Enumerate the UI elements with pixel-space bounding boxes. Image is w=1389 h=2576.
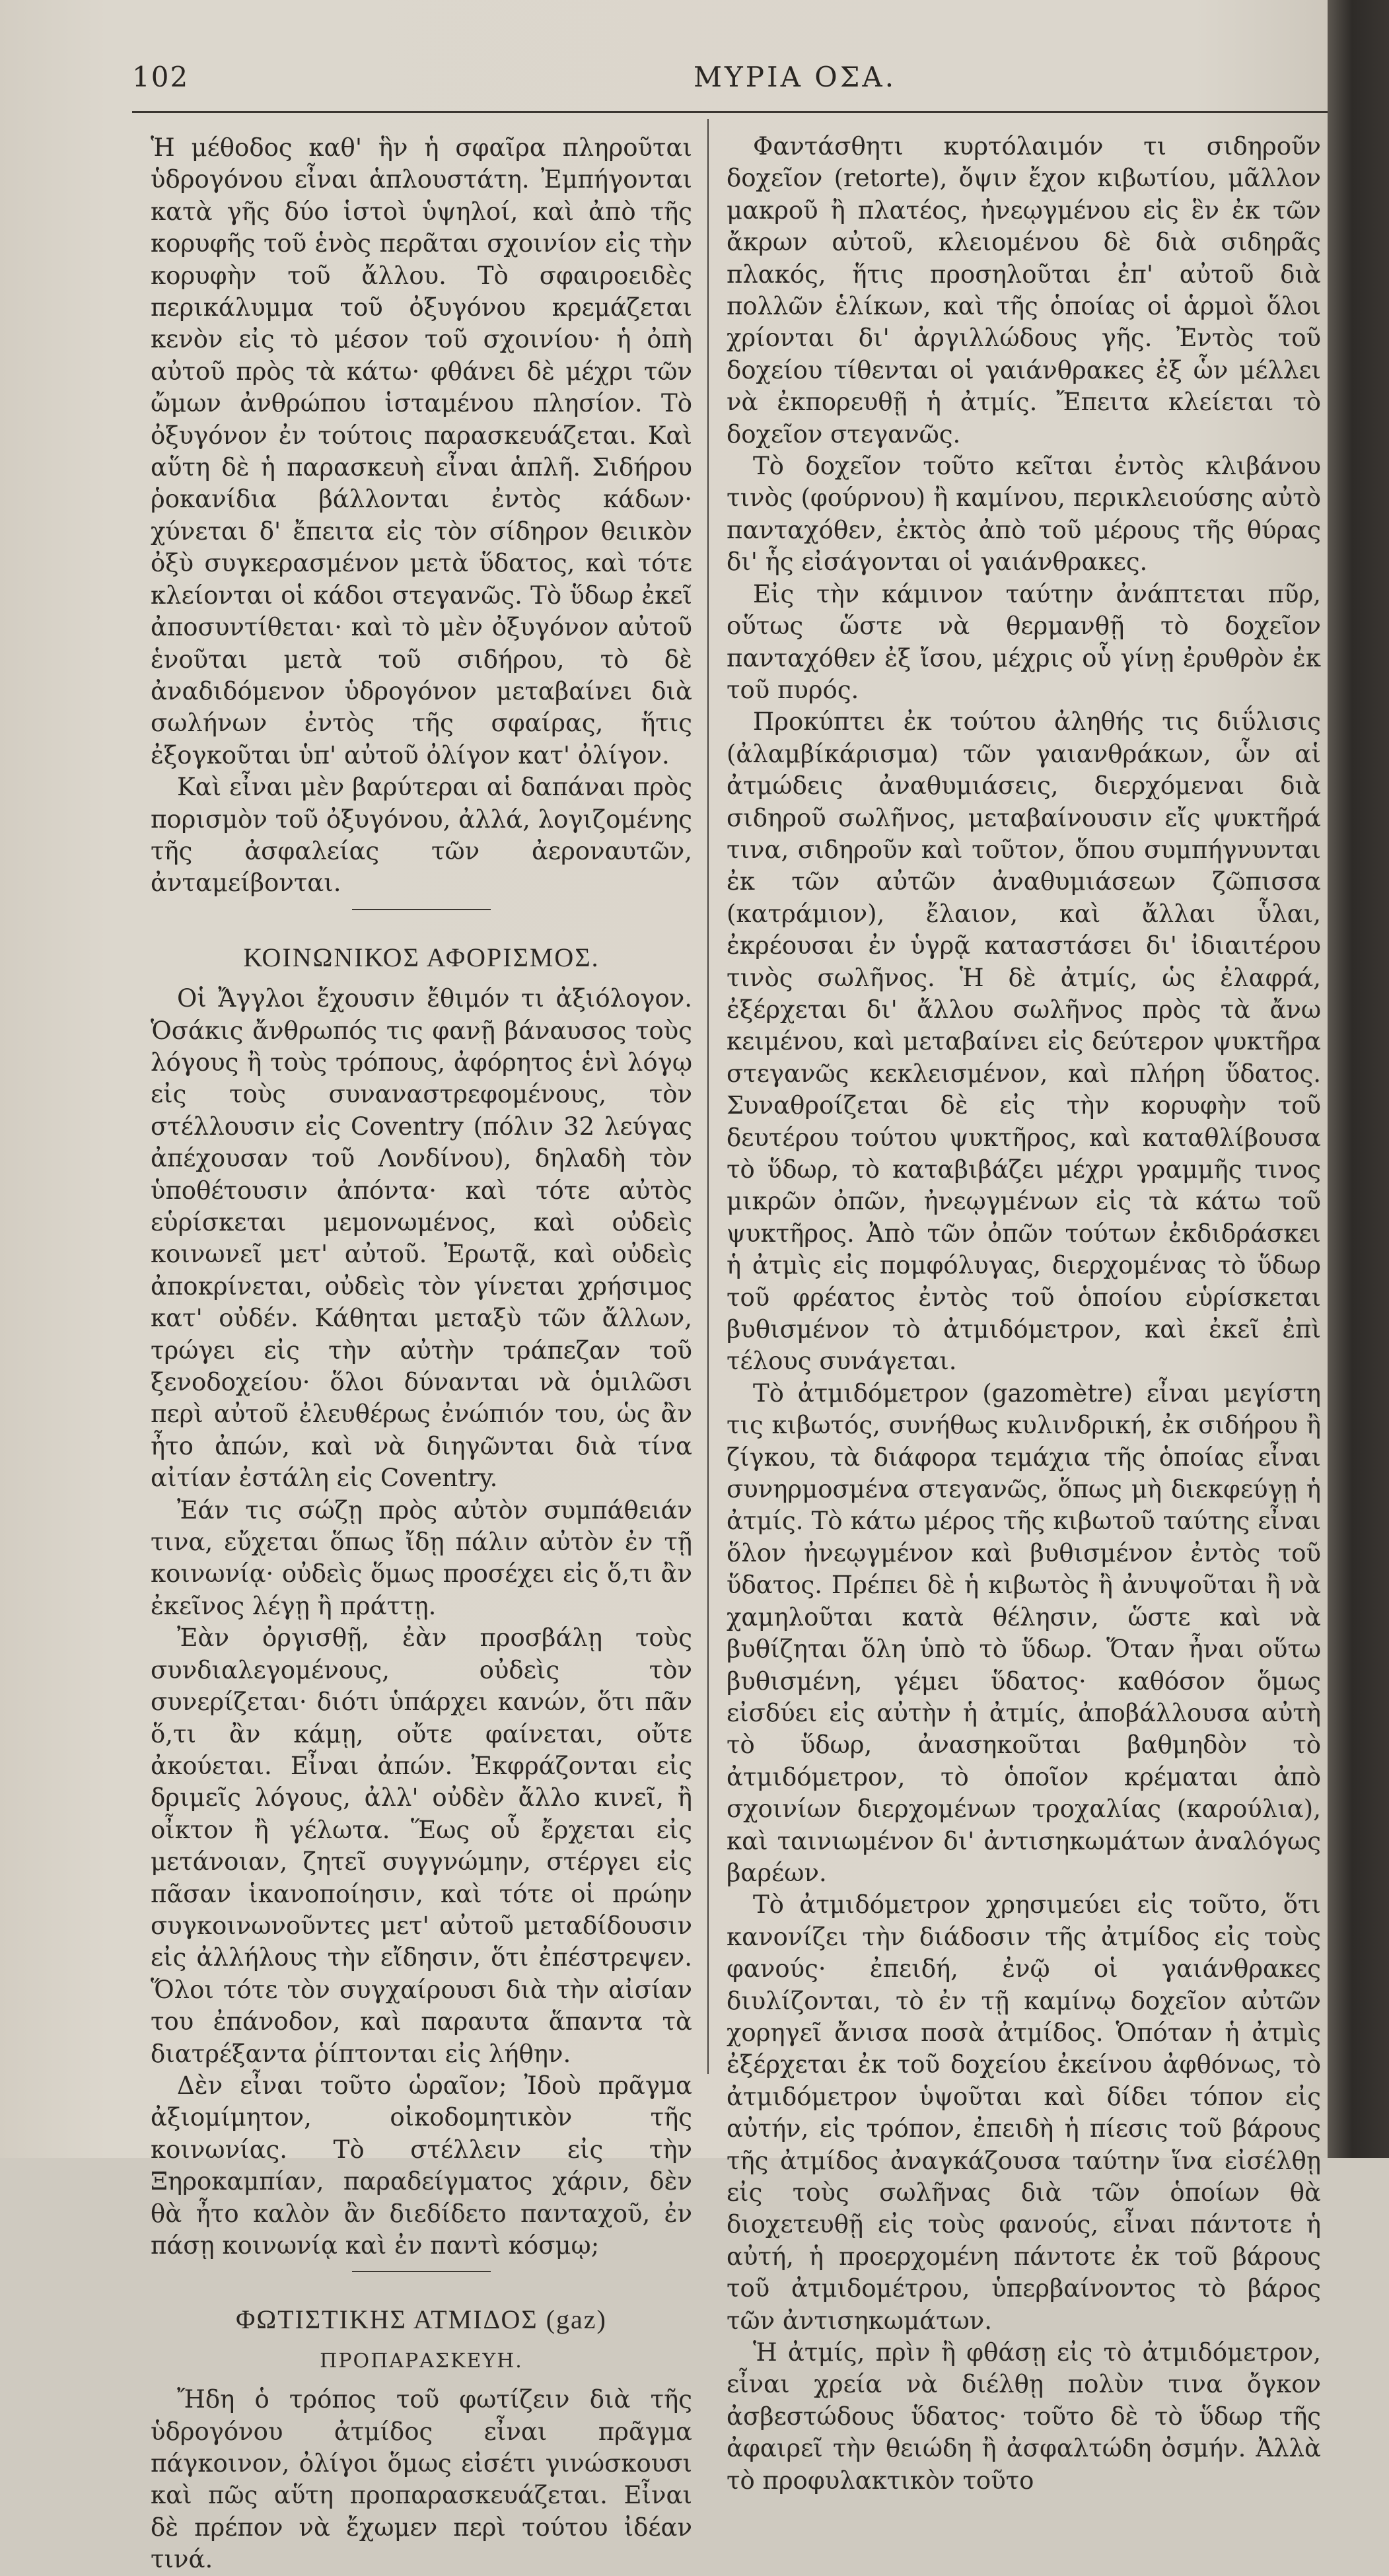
gas-intro-paragraph: Ἤδη ὁ τρόπος τοῦ φωτίζειν διὰ τῆς ὑδρογόνου ἀτμίδος εἶναι πρᾶγμα πάγκοινον, ὀλίγοι ὅμως εἰσέτι γινώσκουσι καὶ πῶς αὕτη προπαρασκευάζεται. Εἶναι δὲ πρέπον νὰ ἔχωμεν περὶ τούτου ἰδέαν τινά.: [151, 2385, 692, 2574]
right-column: [727, 131, 1321, 2497]
section-heading-social-aphorism: ΚΟΙΝΩΝΙΚΟΣ ΑΦΟΡΙΣΜΟΣ.: [243, 942, 600, 972]
section-rule: [352, 2271, 491, 2272]
running-title: ΜΥΡΙΑ ΟΣΑ.: [694, 61, 897, 93]
header-rule: [132, 111, 1334, 113]
gasometer-use-paragraph: Τὸ ἀτμιδόμετρον χρησιμεύει εἰς τοῦτο, ὅτι κανονίζει τὴν διάδοσιν τῆς ἀτμίδος εἰς τοὺς φανούς· ἐπειδή, ἐνῷ οἱ γαιάνθρακες διυλίζονται, τὸ ἐν τῇ καμίνῳ δοχεῖον αὐτῶν χορηγεῖ ἄνισα ποσὰ ἀτμίδος. Ὁπόταν ἡ ἀτμὶς ἐξέρχεται ἐκ τοῦ δοχείου ἐκείνου ἀφθόνως, τὸ ἀτμιδόμετρον ὑψοῦται καὶ δίδει τόπον εἰς αὐτήν, εἰς τρόπον, ἐπειδὴ ἡ πίεσις τοῦ βάρους τῆς ἀτμίδος ἀναγκάζουσα ταύτην ἵνα εἰσέλθῃ εἰς τοὺς σωλῆνας διὰ τῶν ὁποίων θὰ διοχετευθῇ εἰς τοὺς φανούς, εἶναι πάντοτε ἡ αὐτή, ἡ προερχομένη πάντοτε ἐκ τοῦ βάρους τοῦ ἀτμιδομέτρου, ὑπερβαίνοντος τὸ βάρος τῶν ἀντισηκωμάτων.: [727, 1890, 1321, 2335]
page-header: [132, 61, 1334, 107]
book-binding-edge: [1328, 0, 1389, 2158]
sub-heading-preparation: ΠΡΟΠΑΡΑΣΚΕΥΗ.: [320, 2349, 523, 2373]
gasometer-paragraph: Τὸ ἀτμιδόμετρον (gazomètre) εἶναι μεγίστη τις κιβωτός, συνήθως κυλινδρική, ἐκ σιδήρου ἢ ζίγκου, τὰ διάφορα τεμάχια τῆς ὁποίας εἶναι συνηρμοσμένα στεγανῶς, ὅπως μὴ διεκφεύγῃ ἡ ἀτμίς. Τὸ κάτω μέρος τῆς κιβωτοῦ ταύτης εἶναι ὅλον ἠνεῳγμένον καὶ βυθισμένον ἐντὸς τοῦ ὕδατος. Πρέπει δὲ ἡ κιβωτὸς ἢ ἀνυψοῦται ἢ νὰ χαμηλοῦται κατὰ θέλησιν, ὥστε καὶ νὰ βυθίζηται ὅλη ὑπὸ τὸ ὕδωρ. Ὅταν ἦναι οὕτω βυθισμένη, γέμει ὕδατος· καθόσον ὅμως εἰσδύει εἰς αὐτὴν ἡ ἀτμίς, ἀποβάλλουσα αὐτὴ τὸ ὕδωρ, ἀνασηκοῦται βαθμηδὸν τὸ ἀτμιδόμετρον, τὸ ὁποῖον κρέμαται ἀπὸ σχοινίων διερχομένων τροχαλίας (καρούλια), καὶ ταινιωμένον δι' ἀντισηκωμάτων ἀναλόγως βαρέων.: [727, 1378, 1321, 1887]
cost-paragraph: Καὶ εἶναι μὲν βαρύτεραι αἱ δαπάναι πρὸς πορισμὸν τοῦ ὀξυγόνου, ἀλλά, λογιζομένης τῆς ἀσφαλείας τῶν ἀεροναυτῶν, ἀνταμείβονται.: [151, 773, 692, 898]
section-heading-gas: ΦΩΤΙΣΤΙΚΗΣ ΑΤΜΙΔΟΣ (gaz): [236, 2305, 607, 2335]
left-column: [151, 132, 692, 2576]
retort-paragraph: Φαντάσθητι κυρτόλαιμόν τι σιδηροῦν δοχεῖον (retorte), ὄψιν ἔχον κιβωτίου, μᾶλλον μακροῦ ἢ πλατέος, ἠνεῳγμένου εἰς ἓν ἐκ τῶν ἄκρων αὐτοῦ, κλειομένου δὲ διὰ σιδηρᾶς πλακός, ἥτις προσηλοῦται ἐπ' αὐτοῦ διὰ πολλῶν ἑλίκων, καὶ τῆς ὁποίας οἱ ἁρμοὶ ὅλοι χρίονται δι' ἀργιλλώδους γῆς. Ἐντὸς τοῦ δοχείου τίθενται οἱ γαιάνθρακες ἐξ ὧν μέλλει νὰ ἐκπορευθῇ ἡ ἀτμίς. Ἔπειτα κλείεται τὸ δοχεῖον στεγανῶς.: [727, 132, 1321, 448]
sympathy-paragraph: Ἐάν τις σώζῃ πρὸς αὐτὸν συμπάθειάν τινα, εὔχεται ὅπως ἴδῃ πάλιν αὐτὸν ἐν τῇ κοινωνίᾳ· οὐδεὶς ὅμως προσέχει εἰς ὅ,τι ἂν ἐκεῖνος λέγῃ ἢ πράττῃ.: [151, 1495, 692, 1620]
purification-paragraph: Ἡ ἀτμίς, πρὶν ἢ φθάσῃ εἰς τὸ ἀτμιδόμετρον, εἶναι χρεία νὰ διέλθῃ πολὺν τινα ὄγκον ἀσβεστώδους ὕδατος· τοῦτο δὲ τὸ ὕδωρ τῆς ἀφαιρεῖ τὴν θειώδη ἢ ἀσφαλτώδη ὀσμήν. Ἀλλὰ τὸ προφυλακτικὸν τοῦτο: [727, 2338, 1321, 2495]
coventry-paragraph: Οἱ Ἄγγλοι ἔχουσιν ἔθιμόν τι ἀξιόλογον. Ὁσάκις ἄνθρωπός τις φανῇ βάναυσος τοὺς λόγους ἢ τοὺς τρόπους, ἀφόρητος ἑνὶ λόγῳ εἰς τοὺς συναναστρεφομένους, τὸν στέλλουσιν εἰς Coventry (πόλιν 32 λεύγας ἀπέχουσαν τοῦ Λονδίνου), δηλαδὴ τὸν ὑποθέτουσιν ἀπόντα· καὶ τότε αὐτὸς εὑρίσκεται μεμονωμένος, καὶ οὐδεὶς κοινωνεῖ μετ' αὐτοῦ. Ἐρωτᾷ, καὶ οὐδεὶς ἀποκρίνεται, οὐδεὶς τὸν γίνεται χρήσιμος κατ' οὐδέν. Κάθηται μεταξὺ τῶν ἄλλων, τρώγει εἰς τὴν αὐτὴν τράπεζαν τοῦ ξενοδοχείου· ὅλοι δύνανται νὰ ὁμιλῶσι περὶ αὐτοῦ ἐλευθέρως ἐνώπιόν του, ὡς ἂν ἦτο ἀπών, καὶ νὰ διηγῶνται διὰ τίνα αἰτίαν ἐστάλη εἰς Coventry.: [151, 984, 692, 1493]
distillation-paragraph: Προκύπτει ἐκ τούτου ἀληθής τις διΰλισις (ἀλαμβίκάρισμα) τῶν γαιανθράκων, ὧν αἱ ἀτμώδεις ἀναθυμιάσεις, διερχόμεναι διὰ σιδηροῦ σωλῆνος, μεταβαίνουσιν εἴς ψυκτῆρά τινα, σιδηροῦν καὶ τοῦτον, ὅπου συμπήγνυνται ἐκ τῶν αὐτῶν ἀναθυμιάσεων ζῶπισσα (κατράμιον), ἔλαιον, καὶ ἄλλαι ὗλαι, ἐκρέουσαι ἐν ὑγρᾷ καταστάσει δι' ἰδιαιτέρου τινὸς σωλῆνος. Ἡ δὲ ἀτμίς, ὡς ἐλαφρά, ἐξέρχεται δι' ἄλλου σωλῆνος πρὸς τὰ ἄνω κειμένου, καὶ μεταβαίνει εἰς δεύτερον ψυκτῆρα στεγανῶς κεκλεισμένον, καὶ πλήρη ὕδατος. Συναθροίζεται δὲ εἰς τὴν κορυφὴν τοῦ δευτέρου τούτου ψυκτῆρος, καὶ καταθλίβουσα τὸ ὕδωρ, τὸ καταβιβάζει μέχρι γραμμῆς τινος μικρῶν ὀπῶν, ἠνεῳγμένων εἰς τὰ κάτω τοῦ ψυκτῆρος. Ἀπὸ τῶν ὀπῶν τούτων ἐκδιδράσκει ἡ ἀτμὶς εἰς πομφόλυγας, διερχομένας τὸ ὕδωρ τοῦ φρέατος ἐντὸς τοῦ ὁποίου εὑρίσκεται βυθισμένον τὸ ἀτμιδόμετρον, καὶ ἐκεῖ ἐπὶ τέλους συνάγεται.: [727, 707, 1321, 1376]
balloon-hydrogen-paragraph: Ἡ μέθοδος καθ' ἣν ἡ σφαῖρα πληροῦται ὑδρογόνου εἶναι ἁπλουστάτη. Ἐμπήγονται κατὰ γῆς δύο ἱστοὶ ὑψηλοί, καὶ ἀπὸ τῆς κορυφῆς τοῦ ἑνὸς περᾶται σχοινίον εἰς τὴν κορυφὴν τοῦ ἄλλου. Τὸ σφαιροειδὲς περικάλυμμα τοῦ ὀξυγόνου κρεμάζεται κενὸν εἰς τὸ μέσον τοῦ σχοινίου· ἡ ὀπὴ αὐτοῦ πρὸς τὰ κάτω· φθάνει δὲ μέχρι τῶν ὤμων ἀνθρώπου ἱσταμένου πλησίον. Τὸ ὀξυγόνον ἐν τούτοις παρασκευάζεται. Καὶ αὕτη δὲ ἡ παρασκευὴ εἶναι ἁπλῆ. Σιδήρου ῥοκανίδια βάλλονται ἐντὸς κάδων· χύνεται δ' ἔπειτα εἰς τὸν σίδηρον θειικὸν ὀξὺ συγκερασμένον μετὰ ὕδατος, καὶ τότε κλείονται οἱ κάδοι στεγανῶς. Τὸ ὕδωρ ἐκεῖ ἀποσυντίθεται· καὶ τὸ μὲν ὀξυγόνον αὐτοῦ ἑνοῦται μετὰ τοῦ σιδήρου, τὸ δὲ ἀναδιδόμενον ὑδρογόνον μεταβαίνει διὰ σωλήνων ἐντὸς τῆς σφαίρας, ἥτις ἐξογκοῦται ὑπ' αὐτοῦ ὀλίγον κατ' ὀλίγον.: [151, 133, 692, 769]
column-divider: [707, 119, 709, 2074]
furnace-paragraph: Τὸ δοχεῖον τοῦτο κεῖται ἐντὸς κλιβάνου τινὸς (φούρνου) ἢ καμίνου, περικλειούσης αὐτὸ πανταχόθεν, ἐκτὸς ἀπὸ τοῦ μέρους τῆς θύρας δι' ἧς εἰσάγονται οἱ γαιάνθρακες.: [727, 452, 1321, 577]
heating-paragraph: Εἰς τὴν κάμινον ταύτην ἀνάπτεται πῦρ, οὕτως ὥστε νὰ θερμανθῇ τὸ δοχεῖον πανταχόθεν ἐξ ἴσου, μέχρις οὗ γίνῃ ἐρυθρὸν ἐκ τοῦ πυρός.: [727, 579, 1321, 704]
conclusion-paragraph: Δὲν εἶναι τοῦτο ὡραῖον; Ἰδοὺ πρᾶγμα ἀξιομίμητον, οἰκοδομητικὸν τῆς κοινωνίας. Τὸ στέλλειν εἰς τὴν Ξηροκαμπίαν, παραδείγματος χάριν, δὲν θὰ ἦτο καλὸν ἂν διεδίδετο πανταχοῦ, ἐν πάσῃ κοινωνίᾳ καὶ ἐν παντὶ κόσμῳ;: [151, 2071, 692, 2260]
page-number: 102: [132, 61, 190, 93]
anger-paragraph: Ἐὰν ὀργισθῇ, ἐὰν προσβάλῃ τοὺς συνδιαλεγομένους, οὐδεὶς τὸν συνερίζεται· διότι ὑπάρχει κανών, ὅτι πᾶν ὅ,τι ἂν κάμῃ, οὔτε φαίνεται, οὔτε ἀκούεται. Εἶναι ἀπών. Ἐκφράζονται εἰς δριμεῖς λόγους, ἀλλ' οὐδὲν ἄλλο κινεῖ, ἢ οἶκτον ἢ γέλωτα. Ἕως οὗ ἔρχεται εἰς μετάνοιαν, ζητεῖ συγγνώμην, στέργει εἰς πᾶσαν ἱκανοποίησιν, καὶ τότε οἱ πρώην συγκοινωνοῦντες μετ' αὐτοῦ μεταδίδουσιν εἰς ἀλλήλους τὴν εἴδησιν, ὅτι ἐπέστρεψεν. Ὅλοι τότε τὸν συγχαίρουσι διὰ τὴν αἰσίαν του ἐπάνοδον, καὶ παραυτα ἅπαντα τὰ διατρέξαντα ῥίπτονται εἰς λήθην.: [151, 1624, 692, 2068]
section-rule: [352, 909, 491, 910]
